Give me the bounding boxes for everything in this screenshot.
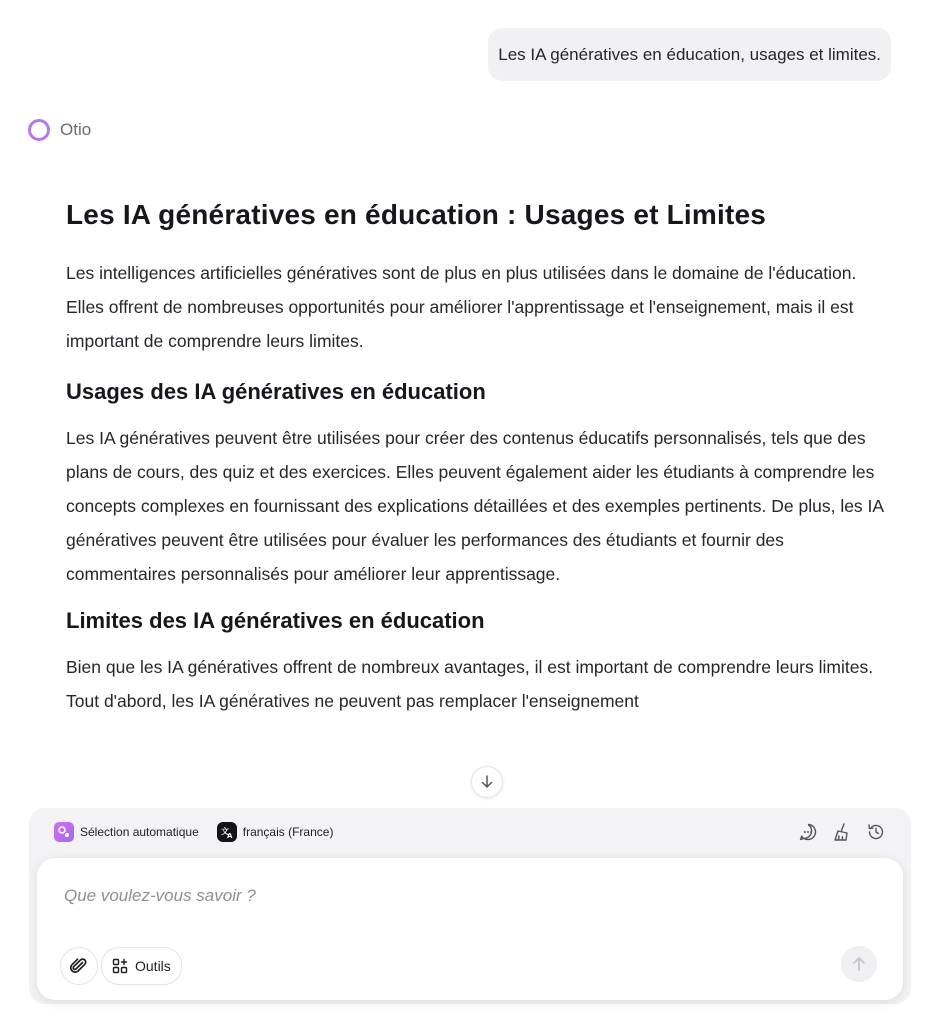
chat-bubble-icon[interactable]: [798, 822, 818, 842]
clear-broom-icon[interactable]: [832, 822, 852, 842]
model-selector-label: Sélection automatique: [80, 825, 199, 839]
attach-button[interactable]: [60, 947, 98, 985]
assistant-answer: [66, 196, 891, 718]
svg-text:文: 文: [220, 827, 229, 836]
language-label: français (France): [242, 825, 334, 839]
otio-logo-icon: [28, 119, 50, 141]
composer: [37, 858, 903, 1000]
history-icon[interactable]: [866, 822, 886, 842]
section-usages-text: Les IA génératives peuvent être utilisées pour créer des contenus éducatifs personnalisés, tels que des plans de cours, des quiz et des exercices. Elles peuvent également aider les étudiants à comprendre les concepts complexes en fournissant des explications détaillées et des exemples pertinents. De plus, les IA génératives peuvent être utilisées pour évaluer les performances des étudiants et fournir des commentaires personnalisés pour améliorer leur apprentissage.: [66, 427, 884, 585]
model-selector[interactable]: [54, 822, 199, 842]
section-limites-title: Limites des IA génératives en éducation: [66, 607, 485, 633]
tools-grid-icon: [112, 958, 128, 974]
auto-select-icon: [54, 822, 74, 842]
user-message-bubble: [488, 28, 891, 81]
translate-icon: [217, 822, 237, 842]
scroll-to-bottom-button[interactable]: [471, 766, 503, 798]
user-message-text: Les IA génératives en éducation, usages et limites.: [498, 45, 881, 64]
svg-text:A: A: [226, 832, 233, 839]
paperclip-icon: [70, 957, 88, 975]
answer-title: Les IA génératives en éducation : Usages et Limites: [66, 199, 767, 230]
composer-toolbar: [54, 821, 886, 843]
assistant-name: Otio: [60, 120, 92, 139]
tools-label: Outils: [135, 958, 171, 974]
composer-panel: [29, 808, 911, 1004]
send-button[interactable]: [841, 946, 877, 982]
message-input[interactable]: [64, 886, 764, 906]
assistant-header: [28, 119, 91, 141]
answer-intro: Les intelligences artificielles génératives sont de plus en plus utilisées dans le domaine de l'éducation. Elles offrent de nombreuses opportunités pour améliorer l'apprentissage et l'enseignement, mais il est important de comprendre leurs limites.: [66, 263, 857, 352]
section-limites-text: Bien que les IA génératives offrent de nombreux avantages, il est important de comprendre leurs limites. Tout d'abord, les IA génératives ne peuvent pas remplacer l'enseignement: [66, 656, 874, 711]
arrow-down-icon: [479, 774, 495, 790]
section-usages-title: Usages des IA génératives en éducation: [66, 378, 486, 404]
arrow-up-icon: [850, 955, 868, 973]
language-selector[interactable]: [217, 822, 334, 842]
tools-button[interactable]: [101, 947, 182, 985]
